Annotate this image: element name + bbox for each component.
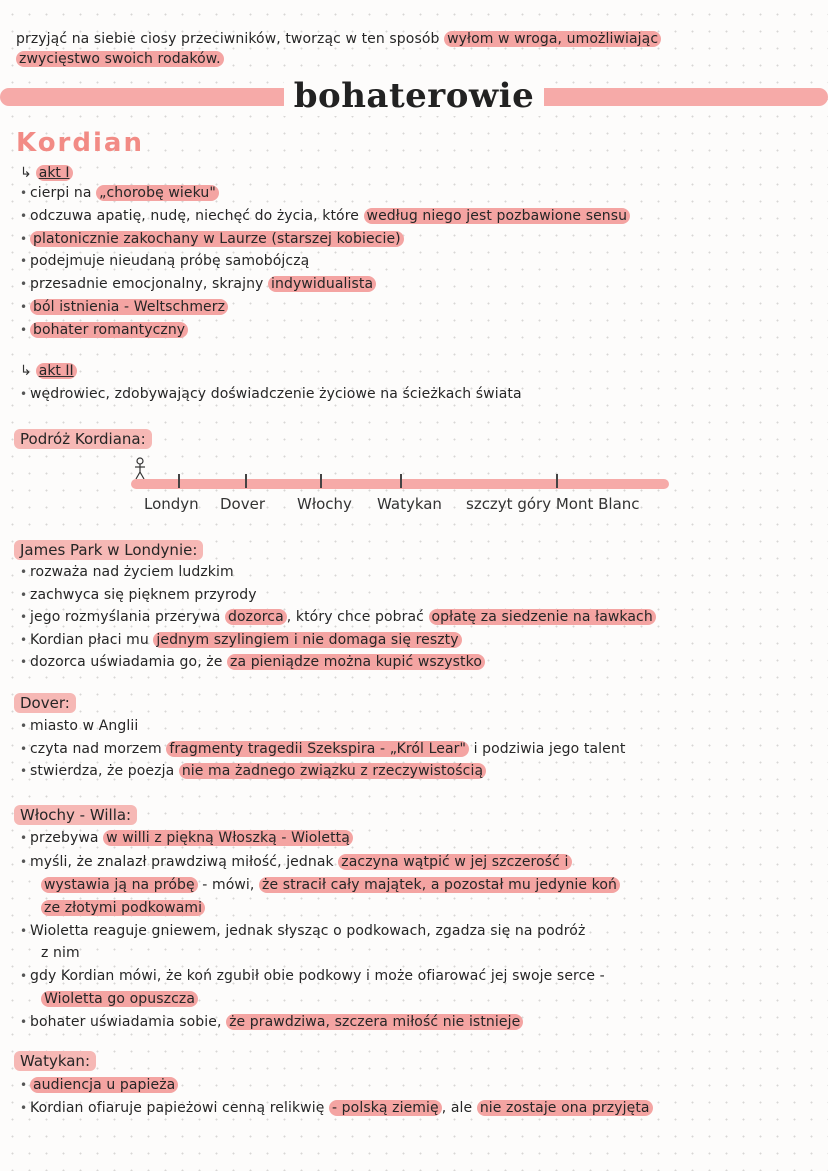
item-text: jego rozmyślania przerywa bbox=[30, 609, 225, 625]
akt1-heading bbox=[20, 164, 73, 182]
italy-item: • myśli, że znalazł prawdziwą miłość, jednak zaczyna wątpić w jej szczerość i bbox=[30, 853, 572, 871]
italy-item-cont: z nim bbox=[41, 945, 80, 961]
intro-highlight-2: zwycięstwo swoich rodaków. bbox=[16, 51, 224, 67]
timeline-tick bbox=[178, 474, 180, 488]
item-text: , który chce pobrać bbox=[286, 609, 429, 625]
vatican-header: Watykan: bbox=[14, 1051, 96, 1071]
item-text: rozważa nad życiem ludzkim bbox=[30, 564, 234, 580]
timeline-tick bbox=[400, 474, 402, 488]
highlighted-text: platonicznie zakochany w Laurze (starszej kobiecie) bbox=[30, 231, 404, 247]
traveler-icon bbox=[134, 457, 146, 481]
list-item bbox=[30, 275, 376, 293]
list-item bbox=[30, 631, 462, 649]
journey-stop: Londyn bbox=[144, 495, 199, 513]
highlighted-text: fragmenty tragedii Szekspira - „Król Lear" bbox=[166, 741, 469, 757]
vatican-item: • Kordian ofiaruje papieżowi cenną relikwię - polską ziemię , ale nie zostaje ona przyjęta bbox=[30, 1099, 653, 1117]
item-text: dozorca uświadamia go, że bbox=[30, 654, 228, 670]
highlighted-text: opłatę za siedzenie na ławkach bbox=[429, 609, 656, 625]
italy-item-cont: wystawia ją na próbę - mówi, że stracił cały majątek, a pozostał mu jedynie koń bbox=[41, 876, 620, 894]
italy-item: • przebywa w willi z piękną Włoszką - Wiolettą bbox=[30, 829, 353, 847]
intro-text: przyjąć na siebie ciosy przeciwników, tworząc w ten sposób bbox=[16, 31, 440, 47]
highlighted-text: nie ma żadnego związku z rzeczywistością bbox=[179, 763, 486, 779]
list-item bbox=[30, 563, 234, 581]
highlighted-text: za pieniądze można kupić wszystko bbox=[227, 654, 485, 670]
list-item bbox=[30, 252, 309, 270]
italy-item-cont: Wioletta go opuszcza bbox=[41, 990, 198, 1008]
journey-header: Podróż Kordiana: bbox=[14, 429, 152, 449]
highlighted-text: indywidualista bbox=[268, 276, 376, 292]
item-text: stwierdza, że poezja bbox=[30, 763, 179, 779]
highlighted-text: „chorobę wieku" bbox=[96, 185, 219, 201]
item-text: i podziwia jego talent bbox=[469, 740, 626, 757]
journey-stop: Dover bbox=[220, 495, 265, 513]
item-text: odczuwa apatię, nudę, niechęć do życia, które bbox=[30, 207, 364, 224]
timeline-tick bbox=[320, 474, 322, 488]
character-name: Kordian bbox=[16, 128, 144, 158]
item-text: czyta nad morzem bbox=[30, 740, 167, 757]
arrow-icon: ↳ bbox=[20, 363, 32, 379]
intro-line-1 bbox=[16, 30, 661, 48]
akt1-label: akt I bbox=[36, 165, 73, 181]
highlighted-text: jednym szylingiem i nie domaga się reszty bbox=[153, 632, 461, 648]
list-item bbox=[30, 608, 656, 626]
list-item bbox=[30, 298, 228, 316]
list-item bbox=[30, 321, 188, 339]
item-text: Kordian płaci mu bbox=[30, 631, 154, 648]
list-item bbox=[30, 762, 486, 780]
page-title: bohaterowie bbox=[0, 74, 828, 118]
item-text: zachwyca się pięknem przyrody bbox=[30, 586, 257, 603]
list-item bbox=[30, 230, 404, 248]
highlighted-text: ból istnienia - Weltschmerz bbox=[30, 299, 228, 315]
item-text: przesadnie emocjonalny, skrajny bbox=[30, 276, 268, 293]
item-text: podejmuje nieudaną próbę samobójczą bbox=[30, 253, 310, 270]
list-item bbox=[30, 740, 625, 758]
arrow-icon: ↳ bbox=[20, 165, 32, 181]
london-header: James Park w Londynie: bbox=[14, 540, 203, 560]
journey-stop: Watykan bbox=[377, 495, 442, 513]
list-item bbox=[30, 184, 219, 202]
list-item bbox=[30, 207, 630, 225]
italy-item: • bohater uświadamia sobie, że prawdziwa, szczera miłość nie istnieje bbox=[30, 1013, 523, 1031]
italy-item: • gdy Kordian mówi, że koń zgubił obie podkowy i może ofiarować jej swoje serce - bbox=[30, 967, 605, 985]
highlighted-text: dozorca bbox=[225, 609, 287, 625]
akt2-label: akt II bbox=[36, 363, 77, 379]
dover-header: Dover: bbox=[14, 693, 76, 713]
journey-stop: szczyt góry Mont Blanc bbox=[466, 495, 640, 513]
item-text: cierpi na bbox=[30, 185, 97, 201]
journey-stop: Włochy bbox=[297, 495, 352, 513]
italy-header: Włochy - Willa: bbox=[14, 805, 137, 825]
item-text: miasto w Anglii bbox=[30, 718, 139, 734]
highlighted-text: według niego jest pozbawione sensu bbox=[364, 208, 631, 224]
list-item bbox=[30, 653, 485, 671]
list-item bbox=[30, 586, 257, 604]
list-item bbox=[30, 717, 138, 735]
italy-item: • Wioletta reaguje gniewem, jednak słysząc o podkowach, zgadza się na podróż bbox=[30, 922, 585, 940]
akt2-heading bbox=[20, 362, 77, 380]
intro-line-2 bbox=[16, 50, 224, 68]
italy-item-cont: ze złotymi podkowami bbox=[41, 899, 205, 917]
timeline-tick bbox=[245, 474, 247, 488]
item-text: wędrowiec, zdobywający doświadczenie życiowe na ścieżkach świata bbox=[30, 386, 522, 402]
vatican-item: • audiencja u papieża bbox=[30, 1076, 178, 1094]
timeline-tick bbox=[556, 474, 558, 488]
highlighted-text: bohater romantyczny bbox=[30, 322, 188, 338]
list-item bbox=[30, 385, 522, 403]
intro-highlight: wyłom w wroga, umożliwiając bbox=[444, 31, 661, 47]
